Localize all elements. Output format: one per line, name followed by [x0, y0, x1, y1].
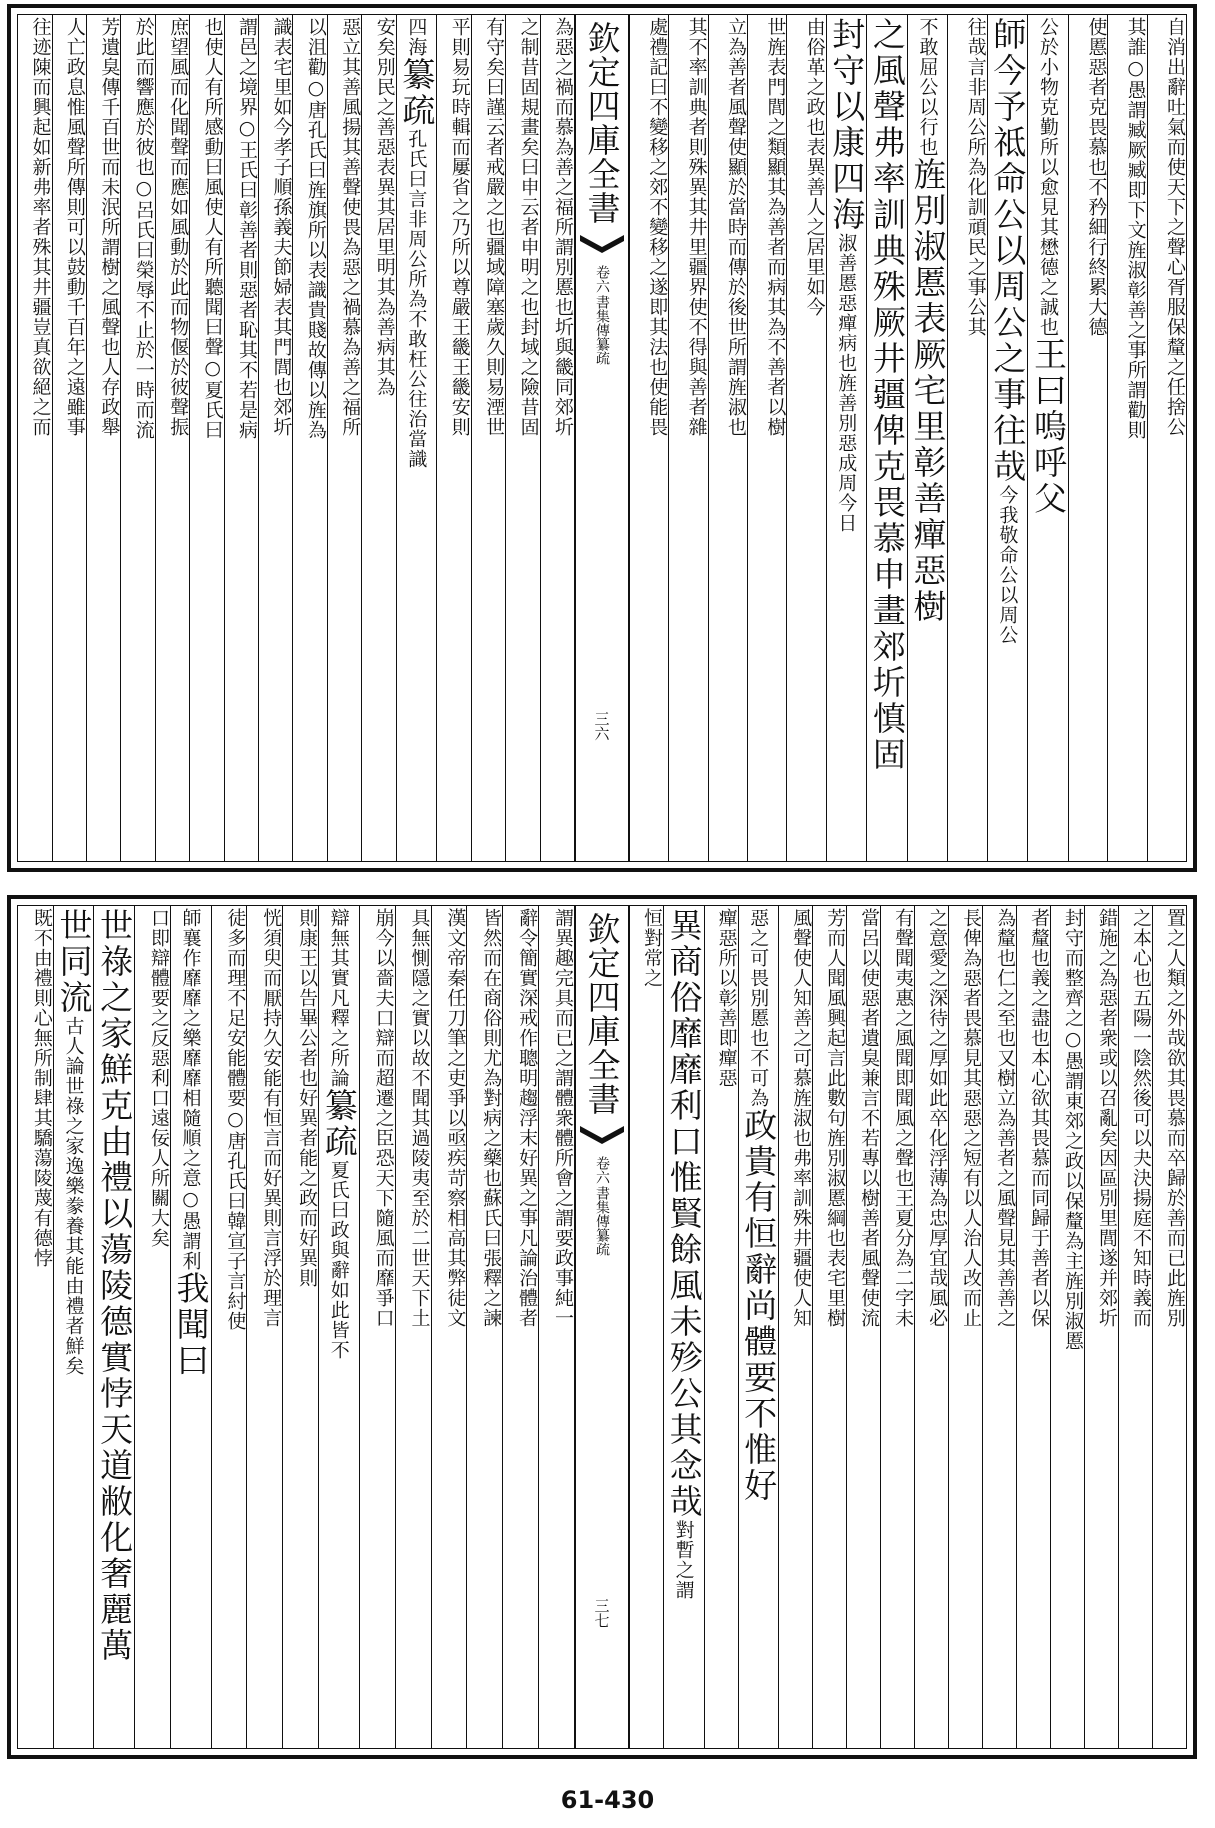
commentary-text: 世旌表門閭之類顯其為善者而病其為不善者以樹 — [764, 17, 787, 437]
bottom-left-text-column — [134, 906, 170, 1748]
commentary-text: 今我敬命公以周公 — [996, 485, 1019, 645]
commentary-text: 崩今以嗇夫口辯而超遷之臣恐天下隨風而靡爭口 — [372, 908, 395, 1328]
commentary-text: 也使人有所感動曰風使人有所聽聞曰聲○夏氏曰 — [201, 17, 224, 440]
top-page-number: 三六 — [592, 711, 611, 741]
commentary-text: 芳遺臭傳千百世而未泯所謂樹之風聲也人存政舉 — [98, 17, 121, 437]
commentary-text: 之意愛之深待之厚如此卒化浮薄為忠厚宜哉風必 — [926, 908, 949, 1328]
commentary-text: 謂異趣完具而已之謂體衆體所會之謂要政事純一 — [552, 908, 574, 1328]
bottom-right-text-column — [1084, 906, 1118, 1748]
main-text: 師今予祗命公以周公之事往哉 — [988, 17, 1028, 485]
bottom-page-number: 三七 — [592, 1598, 611, 1628]
top-right-text-column — [866, 15, 907, 861]
main-text: 我聞曰 — [171, 1271, 211, 1379]
commentary-text: 封守而整齊之○愚謂東郊之政以保釐為主旌別淑慝 — [1062, 908, 1085, 1351]
main-text: 旌別淑慝表厥宅里彰善癉惡樹 — [908, 157, 948, 625]
bottom-left-text-column — [466, 906, 502, 1748]
bottom-right-text-column — [846, 906, 880, 1748]
top-left-text-column — [327, 15, 361, 861]
top-right-half — [630, 15, 1186, 861]
commentary-text: 有聲聞夷惠之風聞即聞風之聲也王夏分為二字未 — [892, 908, 915, 1328]
commentary-text: 惡立其善風揚其善聲使畏為惡之禍慕為善之福所 — [339, 17, 362, 437]
commentary-text: 好異者能之政而好異則 — [296, 1088, 319, 1288]
commentary-text: 不敢屈公以行也 — [916, 17, 939, 157]
commentary-text: 別民之善惡表異其居里明其為善病其為 — [373, 57, 396, 397]
bottom-book-name: 書集傳纂疏 — [594, 1186, 610, 1256]
commentary-text: 為釐也仁之至也又樹立為善者之風聲見其善善之 — [994, 908, 1017, 1328]
top-left-text-column — [155, 15, 189, 861]
bottom-left-text-column — [395, 906, 431, 1748]
top-left-text-column — [189, 15, 223, 861]
bottom-right-text-column — [738, 906, 779, 1748]
bottom-fishtail-ornament — [578, 1124, 626, 1146]
top-left-text-column — [86, 15, 120, 861]
top-left-text-column — [471, 15, 505, 861]
commentary-text: 公於小物克勤所以愈見其懋德之誠也 — [1036, 17, 1059, 337]
top-right-text-column — [826, 15, 867, 861]
bottom-right-text-column — [778, 906, 812, 1748]
top-page-frame — [17, 14, 1187, 862]
bottom-volume: 卷六 — [594, 1156, 610, 1184]
commentary-text: 庶望風而化聞聲而應如風動於此而物偃於彼聲振 — [167, 17, 190, 437]
top-left-text-column — [224, 15, 258, 861]
commentary-text: 置之人類之外哉欲其畏慕而卒歸於善而已此旌別 — [1164, 908, 1186, 1328]
commentary-text: 使慝惡者克畏慕也不矜細行終累大德 — [1085, 17, 1108, 337]
top-left-text-column — [540, 15, 574, 861]
top-right-text-column — [786, 15, 825, 861]
commentary-text: 則康王以告畢公者也 — [296, 908, 319, 1088]
bottom-book-info — [592, 1156, 612, 1256]
bottom-left-half — [18, 906, 574, 1748]
bottom-right-text-column — [948, 906, 982, 1748]
commentary-text: 徒多而理不足安能體要○唐孔氏曰韓宣子言紂使 — [224, 908, 247, 1331]
top-left-text-column — [396, 15, 437, 861]
bottom-left-text-column — [170, 906, 211, 1748]
commentary-text: 夏氏曰政與辭如此皆不 — [327, 1160, 350, 1360]
commentary-text: 辯無其實凡釋之所論 — [327, 908, 350, 1088]
main-text: 之風聲弗率訓典殊厥井疆俾克畏慕申畫郊圻慎固 — [867, 17, 907, 773]
bottom-right-text-column — [1118, 906, 1152, 1748]
bottom-left-text-column — [211, 906, 247, 1748]
top-center-column — [574, 15, 630, 861]
bottom-right-half — [630, 906, 1186, 1748]
top-right-text-column — [1107, 15, 1146, 861]
bottom-header-title: 欽定四庫全書 — [582, 912, 622, 1116]
commentary-text: 淑善慝惡癉病也旌善別惡成周今日 — [835, 233, 858, 533]
commentary-text: 錯施之為惡者衆或以召亂矣因區別里閭遂并郊圻 — [1096, 908, 1119, 1328]
top-left-text-column — [52, 15, 86, 861]
commentary-text: 辭令簡實深戒作聰明趨浮末好異之事凡論治體者 — [516, 908, 539, 1328]
commentary-text: 往迹陳而興起如新弗率者殊其井疆豈真欲絕之而 — [29, 17, 52, 437]
bottom-right-text-column — [1016, 906, 1050, 1748]
top-left-text-column — [18, 15, 51, 861]
main-text: 王曰嗚呼父 — [1028, 337, 1068, 517]
top-right-text-column — [947, 15, 986, 861]
commentary-text: 自消出辭吐氣而使天下之聲心胥服保釐之任捨公 — [1164, 17, 1186, 437]
main-text: 世祿之家鮮克由禮以蕩陵德實悖天道敝化奢麗萬 — [95, 908, 135, 1664]
bottom-left-text-column — [502, 906, 538, 1748]
commentary-text: 芳而人聞風興起言此數句旌別淑慝綱也表宅里樹 — [824, 908, 847, 1328]
bottom-page-panel — [7, 895, 1197, 1759]
commentary-text: 其不率訓典者則殊異其井里疆界使不得與善者雜 — [685, 17, 708, 437]
commentary-text: 長俾為惡者畏慕見其惡惡之短有以人治人改而止 — [960, 908, 983, 1328]
commentary-text: 謂邑之境界○王氏曰彰善者則惡者恥其不若是病 — [236, 17, 259, 440]
commentary-text: 既不由禮則心無所制肆其驕蕩陵蔑有德悖 — [30, 908, 53, 1268]
commentary-text: 之制昔固規畫矣曰申云者申明之也封域之險昔固 — [517, 17, 540, 437]
commentary-text: 識表宅里如今孝子順孫義夫節婦表其門閭也郊圻 — [270, 17, 293, 437]
commentary-text: 對暫之謂 — [672, 1520, 695, 1600]
bottom-center-column — [574, 906, 630, 1748]
bottom-left-text-column — [282, 906, 318, 1748]
main-text: 異商俗靡靡利口惟賢餘風未殄公其念哉 — [664, 908, 704, 1520]
top-right-text-column — [987, 15, 1028, 861]
bottom-right-text-column — [880, 906, 914, 1748]
bottom-left-text-column — [18, 906, 53, 1748]
commentary-text: 當呂以使惡者遺臭兼言不若專以樹善者風聲使流 — [858, 908, 881, 1328]
bottom-right-text-column — [704, 906, 738, 1748]
commentary-text: 立為善者風聲使顯於當時而傳於後世所謂旌淑也 — [724, 17, 747, 437]
bottom-left-text-column — [93, 906, 134, 1748]
commentary-text: 漢文帝秦任刀筆之吏爭以亟疾苛察相高其弊徒文 — [444, 908, 467, 1328]
top-book-info — [592, 265, 612, 365]
bottom-page-frame — [17, 905, 1187, 1749]
commentary-text: 惡之可畏別慝也不可為 — [747, 908, 770, 1108]
commentary-text: 有守矣曰謹云者戒嚴之也疆域障塞歲久則易湮世 — [483, 17, 506, 437]
bottom-right-text-column — [1152, 906, 1186, 1748]
commentary-text: 古人論世祿之家逸樂豢養其能由禮者鮮矣 — [62, 1016, 85, 1376]
bottom-right-text-column — [1050, 906, 1084, 1748]
commentary-text: 具無惻隱之實以故不聞其過陵夷至於二世天下土 — [408, 908, 431, 1328]
main-text: 世同流 — [54, 908, 94, 1016]
top-right-text-column — [907, 15, 948, 861]
top-right-text-column — [1068, 15, 1107, 861]
commentary-text: 安矣 — [373, 17, 396, 57]
commentary-text: 口即辯體要之反惡利口遠佞人所關大矣 — [147, 908, 170, 1248]
top-right-text-column — [630, 15, 668, 861]
bottom-right-text-column — [914, 906, 948, 1748]
main-text: 纂疏 — [397, 57, 437, 129]
top-right-text-column — [747, 15, 786, 861]
main-text: 封守以康四海 — [827, 17, 867, 233]
top-right-text-column — [1147, 15, 1186, 861]
commentary-text: 四海 — [405, 17, 428, 57]
top-book-name: 書集傳纂疏 — [594, 295, 610, 365]
commentary-text: 師襄作靡靡之樂靡靡相隨順之意○愚謂利 — [179, 908, 202, 1271]
commentary-text: 人亡政息惟風聲所傳則可以鼓動千百年之遠雖事 — [63, 17, 86, 437]
top-header-title: 欽定四庫全書 — [582, 21, 622, 225]
commentary-text: 皆然而在商俗則尤為對病之藥也蘇氏曰張釋之諫 — [480, 908, 503, 1328]
top-fishtail-ornament — [578, 233, 626, 255]
bottom-right-text-column — [812, 906, 846, 1748]
commentary-text: 化訓頑民之事公其 — [964, 177, 987, 337]
commentary-text: 於此而響應於彼也○呂氏曰榮辱不止於一時而流 — [132, 17, 155, 440]
commentary-text: 者釐也義之盡也本心欲其畏慕而同歸于善者以保 — [1028, 908, 1051, 1328]
bottom-left-text-column — [538, 906, 574, 1748]
top-left-text-column — [505, 15, 539, 861]
commentary-text: 處禮記曰不變移之郊不變移之遂即其法也使能畏 — [646, 17, 669, 437]
bottom-right-text-column — [630, 906, 663, 1748]
bottom-left-text-column — [246, 906, 282, 1748]
commentary-text: 癉惡所以彰善即癉惡 — [715, 908, 738, 1088]
commentary-text: 孔氏曰言非周公所為不敢枉公往治當識 — [405, 129, 428, 469]
bottom-left-text-column — [53, 906, 94, 1748]
bottom-left-text-column — [318, 906, 359, 1748]
commentary-text: 平則易玩時輯而屢省之乃所以尊嚴王畿王畿安則 — [448, 17, 471, 437]
commentary-text: 恍須臾而厭持久安能有恒言而好異則言浮於理言 — [260, 908, 283, 1328]
commentary-text: 往哉言非周公所為 — [964, 17, 987, 177]
commentary-text: 以沮勸○唐孔氏曰旌旗所以表識貴賤故傳以旌為 — [304, 17, 327, 440]
commentary-text: 風聲使人知善之可慕旌淑也弗率訓殊井疆使人知 — [790, 908, 813, 1328]
commentary-text: 為惡之禍而慕為善之福所謂別慝也圻與畿同郊圻 — [552, 17, 574, 437]
top-volume: 卷六 — [594, 265, 610, 293]
top-left-text-column — [120, 15, 154, 861]
bottom-left-text-column — [359, 906, 395, 1748]
bottom-right-text-column — [663, 906, 704, 1748]
commentary-text: 恒對常之 — [641, 908, 664, 988]
commentary-text: 由俗革之政也表異善人之居里如今 — [803, 17, 826, 317]
top-left-text-column — [292, 15, 326, 861]
top-left-half — [18, 15, 574, 861]
top-right-text-column — [708, 15, 747, 861]
main-text: 政貴有恒辭尚體要不惟好 — [739, 1108, 779, 1504]
top-right-text-column — [668, 15, 707, 861]
bottom-right-text-column — [982, 906, 1016, 1748]
top-left-text-column — [258, 15, 292, 861]
bottom-left-text-column — [431, 906, 467, 1748]
footer-page-label: 61-430 — [560, 1786, 655, 1814]
top-page-panel — [7, 4, 1197, 872]
main-text: 纂疏 — [319, 1088, 359, 1160]
commentary-text: 之本心也五陽一陰然後可以夬決揚庭不知時義而 — [1130, 908, 1153, 1328]
top-left-text-column — [361, 15, 395, 861]
top-right-text-column — [1027, 15, 1068, 861]
commentary-text: 其誰○愚謂臧厥臧即下文旌淑彰善之事所謂勸則 — [1124, 17, 1147, 440]
top-left-text-column — [436, 15, 470, 861]
